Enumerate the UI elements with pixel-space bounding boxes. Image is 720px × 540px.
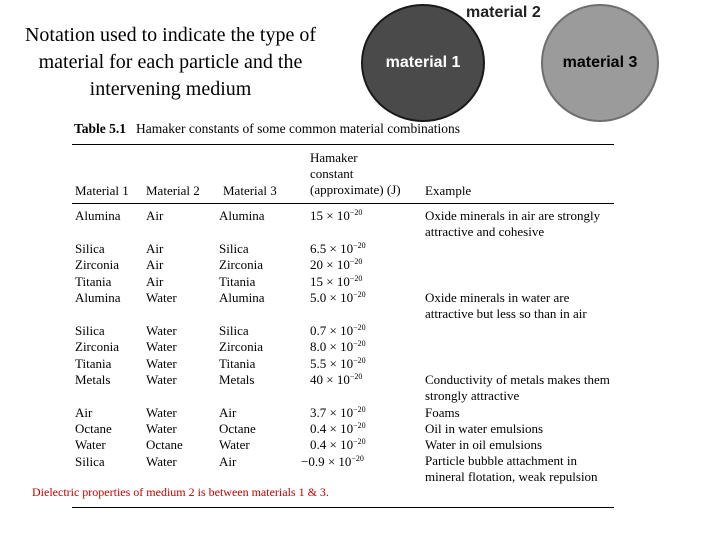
table-cell-m2: Air — [146, 257, 164, 272]
table-cell-m2: Water — [146, 454, 177, 469]
table-cell-hamaker — [310, 208, 362, 224]
hamaker-exponent: −20 — [353, 290, 366, 299]
table-cell-m3: Alumina — [219, 208, 265, 223]
table-cell-m2: Air — [146, 274, 164, 289]
table-cell-m3: Silica — [219, 323, 249, 338]
table-cell-hamaker — [310, 372, 362, 388]
table-cell-m3: Zirconia — [219, 257, 264, 272]
material-1-circle — [361, 4, 485, 122]
table-cell-m2: Water — [146, 405, 177, 420]
hamaker-coefficient: 15 × 10 — [310, 208, 350, 223]
hamaker-exponent: −20 — [353, 356, 366, 365]
hamaker-coefficient: 0.7 × 10 — [310, 323, 354, 338]
header-material-3: Material 3 — [223, 183, 277, 198]
table-cell-hamaker — [310, 339, 366, 355]
header-hamaker-line2: constant — [310, 166, 354, 181]
table-cell-hamaker — [310, 257, 362, 273]
slide-caption: Notation used to indicate the type of material for each particle and the intervening medium — [24, 24, 317, 100]
hamaker-exponent: −20 — [353, 421, 366, 430]
dielectric-note: Dielectric properties of medium 2 is between materials 1 & 3. — [32, 485, 329, 499]
hamaker-coefficient: 20 × 10 — [310, 257, 350, 272]
table-cell-m3: Titania — [219, 274, 256, 289]
table-cell-m3: Water — [219, 437, 250, 452]
example-oxide-air: Oxide minerals in air are strongly attractive and cohesive — [425, 208, 601, 239]
header-hamaker-line3: (approximate) (J) — [310, 182, 401, 197]
table-cell-m3: Metals — [219, 372, 255, 387]
table-cell-m3: Air — [219, 405, 237, 420]
table-number: Table 5.1 — [74, 121, 127, 136]
example-oxide-water: Oxide minerals in water are attractive but less so than in air — [425, 290, 587, 321]
table-cell-m2: Air — [146, 208, 164, 223]
table-title-text: Hamaker constants of some common material combinations — [136, 121, 460, 136]
table-cell-m2: Air — [146, 241, 164, 256]
hamaker-coefficient: 6.5 × 10 — [310, 241, 354, 256]
hamaker-coefficient: 5.5 × 10 — [310, 356, 354, 371]
hamaker-exponent: −20 — [349, 257, 363, 266]
material-3-label: material 3 — [562, 54, 638, 71]
table-cell-m2: Water — [146, 421, 177, 436]
table-cell-hamaker — [310, 437, 366, 453]
example-flotation: Particle bubble attachment in mineral flotation, weak repulsion — [425, 453, 598, 484]
table-cell-hamaker — [301, 454, 364, 470]
table-cell-m1: Silica — [75, 454, 105, 469]
table-cell-m2: Water — [146, 290, 177, 305]
hamaker-coefficient: 3.7 × 10 — [310, 405, 354, 420]
table-cell-m3: Titania — [219, 356, 256, 371]
header-hamaker-line1: Hamaker — [310, 150, 358, 165]
hamaker-exponent: −20 — [353, 323, 366, 332]
hamaker-exponent: −20 — [353, 339, 366, 348]
material-3-circle — [541, 4, 659, 122]
example-foams: Foams — [425, 405, 460, 420]
hamaker-coefficient: 0.4 × 10 — [310, 437, 354, 452]
table-cell-m3: Alumina — [219, 290, 265, 305]
table-cell-m3: Silica — [219, 241, 249, 256]
table-cell-m2: Water — [146, 356, 177, 371]
table-title — [74, 121, 460, 137]
example-oil-in-water: Oil in water emulsions — [425, 421, 544, 436]
hamaker-coefficient: 5.0 × 10 — [310, 290, 354, 305]
table-bottom-rule — [72, 507, 614, 508]
table-cell-hamaker — [310, 241, 366, 257]
table-cell-hamaker — [310, 356, 366, 372]
header-hamaker — [310, 150, 401, 198]
table-cell-m1: Zirconia — [75, 257, 120, 272]
hamaker-coefficient: 8.0 × 10 — [310, 339, 354, 354]
table-cell-hamaker — [310, 323, 366, 339]
material-2-label: material 2 — [466, 4, 541, 21]
table-cell-m3: Zirconia — [219, 339, 264, 354]
table-cell-m1: Alumina — [75, 208, 121, 223]
table-cell-hamaker — [310, 274, 362, 290]
table-top-rule — [72, 144, 614, 145]
table-cell-m2: Water — [146, 372, 177, 387]
table-cell-m2: Water — [146, 323, 177, 338]
hamaker-exponent: −20 — [349, 274, 363, 283]
hamaker-exponent: −20 — [349, 208, 363, 217]
table-cell-m1: Alumina — [75, 290, 121, 305]
table-cell-m1: Zirconia — [75, 339, 120, 354]
table-cell-hamaker — [310, 421, 366, 437]
table-cell-m2: Octane — [146, 437, 183, 452]
hamaker-coefficient: 0.4 × 10 — [310, 421, 354, 436]
table-cell-m1: Silica — [75, 241, 105, 256]
table-cell-m1: Titania — [75, 274, 112, 289]
table-cell-m1: Air — [75, 405, 93, 420]
hamaker-coefficient: 40 × 10 — [310, 372, 350, 387]
hamaker-coefficient: −0.9 × 10 — [301, 454, 352, 469]
table-cell-m1: Octane — [75, 421, 112, 436]
header-material-2: Material 2 — [146, 183, 200, 198]
header-example: Example — [425, 183, 472, 198]
hamaker-exponent: −20 — [353, 241, 366, 250]
table-cell-hamaker — [310, 405, 366, 421]
table-cell-m1: Silica — [75, 323, 105, 338]
material-1-label: material 1 — [385, 54, 461, 71]
table-cell-m3: Octane — [219, 421, 256, 436]
table-cell-m1: Water — [75, 437, 106, 452]
header-material-1: Material 1 — [75, 183, 129, 198]
hamaker-exponent: −20 — [351, 454, 364, 463]
table-cell-m1: Metals — [75, 372, 111, 387]
table-cell-m2: Water — [146, 339, 177, 354]
hamaker-coefficient: 15 × 10 — [310, 274, 350, 289]
hamaker-exponent: −20 — [353, 405, 366, 414]
hamaker-exponent: −20 — [349, 372, 363, 381]
example-metals: Conductivity of metals makes them strongly attractive — [425, 372, 610, 403]
example-water-in-oil: Water in oil emulsions — [425, 437, 543, 452]
table-cell-m1: Titania — [75, 356, 112, 371]
hamaker-exponent: −20 — [353, 437, 366, 446]
table-cell-m3: Air — [219, 454, 237, 469]
table-cell-hamaker — [310, 290, 366, 306]
table-header-rule — [72, 203, 614, 204]
